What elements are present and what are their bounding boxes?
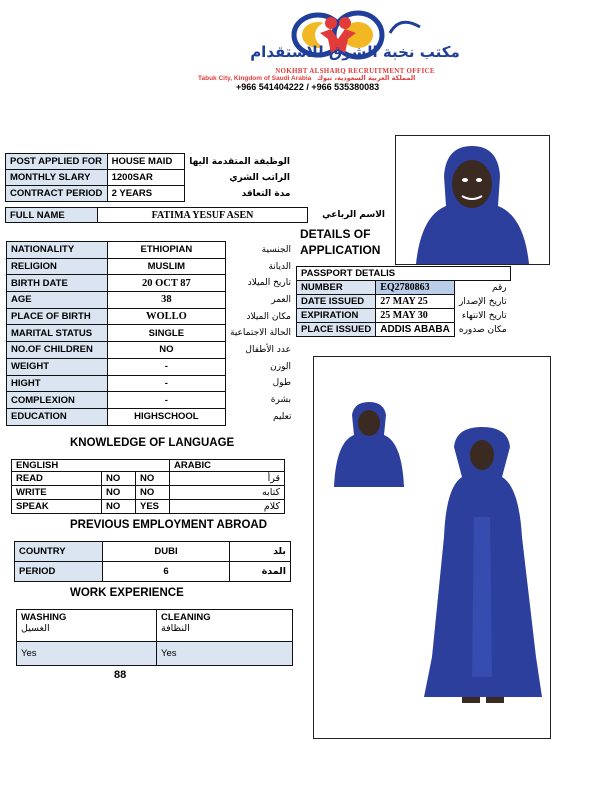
washing-ar: الغسيل	[21, 623, 50, 634]
passport-ar: مكان صدوره	[458, 324, 507, 335]
contract-value: 2 YEARS	[107, 186, 185, 202]
passport-ar: تاريخ الإصدار	[459, 296, 507, 307]
post-value: HOUSE MAID	[107, 154, 185, 170]
period-value: 6	[103, 562, 230, 582]
language-row	[12, 500, 285, 514]
language-arabic: NO	[136, 472, 170, 486]
personal-row	[7, 308, 296, 325]
personal-label: COMPLEXION	[7, 392, 108, 409]
footer-number: 88	[114, 669, 127, 681]
language-title: KNOWLEDGE OF LANGUAGE	[70, 437, 235, 449]
passport-label: PLACE ISSUED	[297, 323, 376, 337]
location-ar: المملكة العربية السعودية، تبوك	[317, 74, 416, 82]
language-ar: كلام	[170, 500, 285, 514]
personal-value: -	[107, 358, 225, 375]
passport-ar: رقم	[492, 282, 507, 293]
salary-ar: الراتب الشري	[229, 172, 290, 183]
personal-ar: الحالة الاجتماعية	[230, 328, 291, 339]
experience-washing-header	[17, 610, 157, 642]
header-location	[198, 74, 418, 82]
personal-row	[7, 358, 296, 375]
personal-row	[7, 392, 296, 409]
personal-row	[7, 258, 296, 275]
personal-row	[7, 275, 296, 292]
language-label: SPEAK	[12, 500, 102, 514]
personal-row	[7, 292, 296, 309]
personal-row	[7, 242, 296, 259]
passport-value: ADDIS ABABA	[376, 323, 455, 337]
washing-label: WASHING	[21, 612, 67, 623]
cleaning-ar: النظافة	[161, 623, 190, 634]
personal-value: 20 OCT 87	[107, 275, 225, 292]
job-table	[5, 153, 295, 202]
personal-ar: الوزن	[270, 361, 291, 372]
full-body-icon	[314, 357, 550, 738]
personal-ar: عدد الأطفال	[245, 344, 291, 355]
logo-text-english: NOKHBT ALSHARQ RECRUITMENT OFFICE	[275, 67, 435, 75]
passport-row	[297, 309, 511, 323]
personal-value: -	[107, 375, 225, 392]
fullname-value: FATIMA YESUF ASEN	[98, 208, 308, 223]
language-row	[12, 472, 285, 486]
personal-value: WOLLO	[107, 308, 225, 325]
personal-value: HIGHSCHOOL	[107, 408, 225, 425]
experience-title: WORK EXPERIENCE	[70, 587, 184, 599]
salary-value: 1200SAR	[107, 170, 185, 186]
country-label: COUNTRY	[15, 542, 103, 562]
personal-label: WEIGHT	[7, 358, 108, 375]
details-title: DETAILS OF APPLICATION	[300, 227, 381, 257]
passport-title: PASSPORT DETALIS	[297, 267, 511, 281]
experience-cleaning-header	[157, 610, 293, 642]
passport-value: EQ2780863	[376, 281, 455, 295]
personal-ar: مكان الميلاد	[246, 311, 291, 322]
experience-table	[16, 609, 293, 666]
personal-ar: العمر	[271, 294, 291, 305]
personal-ar: تعليم	[272, 411, 292, 422]
applicant-portrait-photo	[395, 135, 550, 265]
personal-value: SINGLE	[107, 325, 225, 342]
language-table	[11, 459, 285, 514]
passport-label: DATE ISSUED	[297, 295, 376, 309]
passport-row	[297, 295, 511, 309]
contract-label: CONTRACT PERIOD	[6, 186, 108, 202]
applicant-full-body-photo	[313, 356, 551, 739]
personal-ar: تاريخ الميلاد	[247, 278, 291, 289]
period-ar: المدة	[230, 562, 291, 582]
language-ar: كتابه	[170, 486, 285, 500]
passport-row	[297, 281, 511, 295]
language-english: NO	[102, 500, 136, 514]
personal-ar: طول	[272, 378, 291, 389]
personal-value: MUSLIM	[107, 258, 225, 275]
personal-row	[7, 342, 296, 359]
personal-value: NO	[107, 342, 225, 359]
post-label: POST APPLIED FOR	[6, 154, 108, 170]
country-ar: بلد	[230, 542, 291, 562]
language-col-english: ENGLISH	[12, 460, 170, 472]
personal-row	[7, 325, 296, 342]
fullname-row	[5, 207, 389, 223]
personal-label: PLACE OF BIRTH	[7, 308, 108, 325]
personal-row	[7, 375, 296, 392]
passport-value: 27 MAY 25	[376, 295, 455, 309]
personal-ar: بشرة	[270, 395, 291, 406]
logo-text-arabic: مكتب نخبة الشرق للاستقدام	[250, 43, 460, 61]
language-arabic: NO	[136, 486, 170, 500]
personal-label: MARITAL STATUS	[7, 325, 108, 342]
passport-table	[296, 266, 511, 337]
cleaning-value: Yes	[157, 642, 293, 666]
salary-label: MONTHLY SLARY	[6, 170, 108, 186]
period-label: PERIOD	[15, 562, 103, 582]
washing-value: Yes	[17, 642, 157, 666]
passport-label: EXPIRATION	[297, 309, 376, 323]
language-row	[12, 486, 285, 500]
post-ar: الوظيفة المتقدمة اليها	[189, 156, 290, 167]
personal-ar: الديانة	[268, 261, 291, 272]
fullname-ar: الاسم الرباعي	[322, 210, 385, 220]
contract-ar: مدة التعاقد	[241, 188, 291, 199]
personal-value: -	[107, 392, 225, 409]
language-english: NO	[102, 472, 136, 486]
passport-row	[297, 323, 511, 337]
passport-label: NUMBER	[297, 281, 376, 295]
passport-ar: تاريخ الانتهاء	[461, 310, 507, 321]
language-ar: قرأ	[170, 472, 285, 486]
location-en: Tabuk City, Kingdom of Saudi Arabia	[198, 75, 312, 82]
language-arabic: YES	[136, 500, 170, 514]
personal-label: EDUCATION	[7, 408, 108, 425]
employment-table	[14, 541, 291, 582]
country-value: DUBI	[103, 542, 230, 562]
personal-label: AGE	[7, 292, 108, 309]
language-col-arabic: ARABIC	[170, 460, 285, 472]
language-english: NO	[102, 486, 136, 500]
personal-row	[7, 408, 296, 425]
cleaning-label: CLEANING	[161, 612, 211, 623]
header-phones: +966 541404222 / +966 535380083	[236, 82, 380, 92]
personal-label: RELIGION	[7, 258, 108, 275]
personal-label: BIRTH DATE	[7, 275, 108, 292]
personal-value: ETHIOPIAN	[107, 242, 225, 259]
language-label: READ	[12, 472, 102, 486]
employment-title: PREVIOUS EMPLOYMENT ABROAD	[70, 519, 268, 531]
personal-label: NATIONALITY	[7, 242, 108, 259]
personal-label: NO.OF CHILDREN	[7, 342, 108, 359]
portrait-icon	[396, 136, 549, 264]
passport-value: 25 MAY 30	[376, 309, 455, 323]
personal-table	[6, 241, 296, 426]
personal-value: 38	[107, 292, 225, 309]
personal-ar: الجنسية	[261, 244, 291, 255]
personal-label: HIGHT	[7, 375, 108, 392]
language-label: WRITE	[12, 486, 102, 500]
fullname-label: FULL NAME	[6, 208, 98, 223]
